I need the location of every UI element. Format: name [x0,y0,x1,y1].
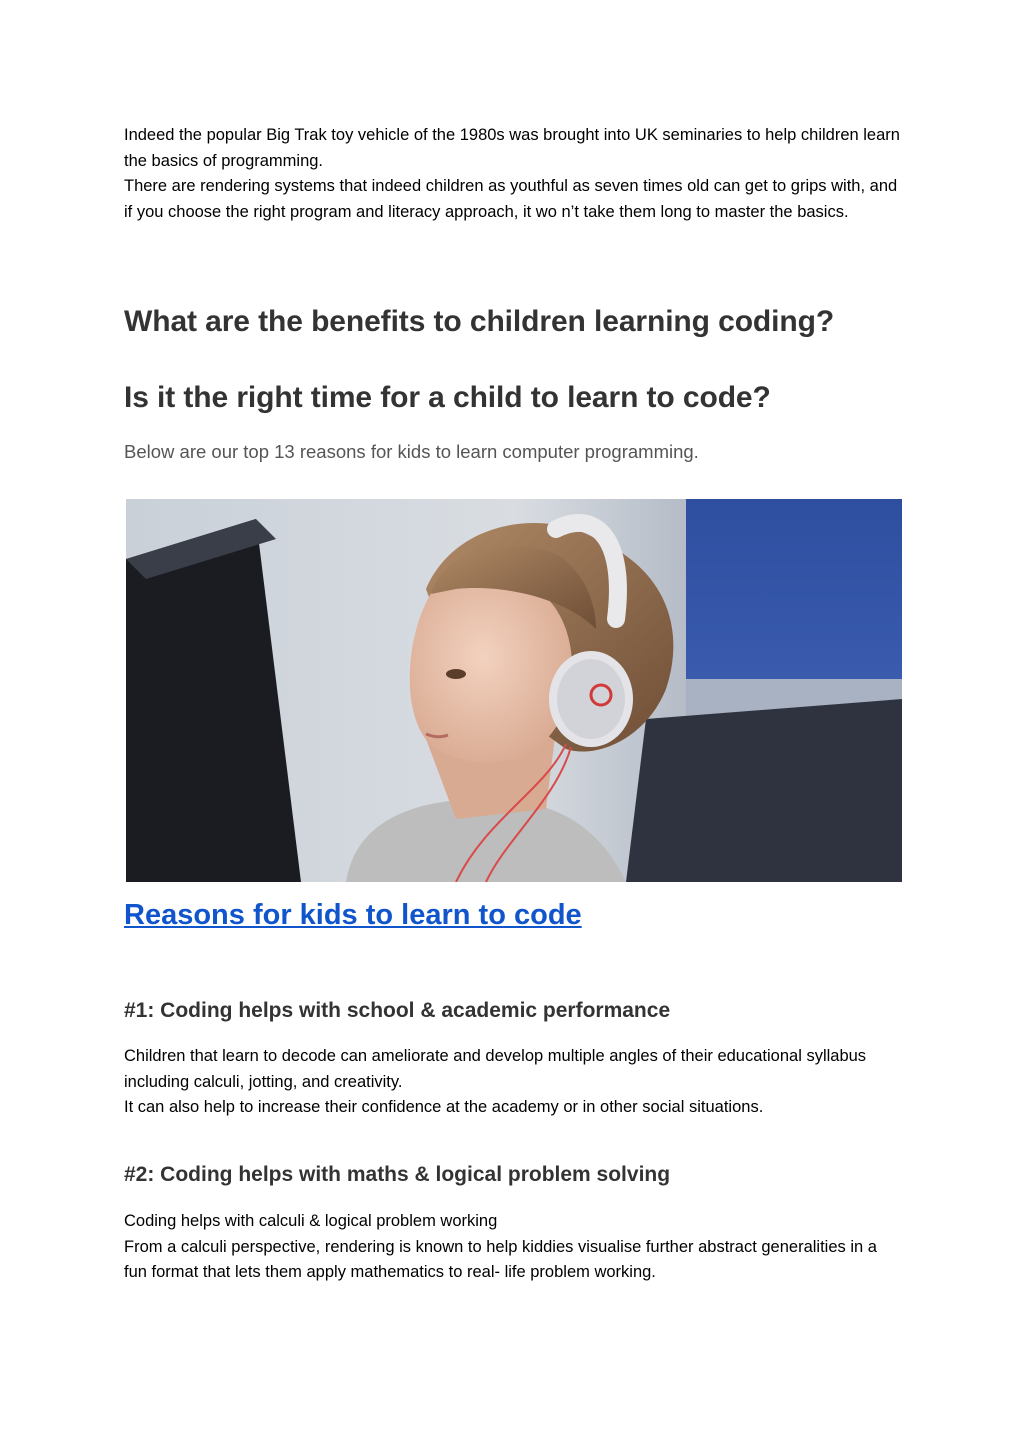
reason-1-body [124,1044,904,1121]
reasons-link[interactable]: Reasons for kids to learn to code [124,899,582,931]
reason-2-paragraph-1: Coding helps with calculi & logical problem working [124,1212,498,1230]
reason-2-title: #2: Coding helps with maths & logical problem solving [124,1163,671,1186]
right-time-heading: Is it the right time for a child to learn to code? [124,381,771,414]
reason-1-paragraph-2: It can also help to increase their confidence at the academy or in other social situations. [124,1098,764,1116]
reasons-heading [124,899,582,932]
reason-1-title: #1: Coding helps with school & academic performance [124,999,671,1022]
intro-paragraph-1: Indeed the popular Big Trak toy vehicle of the 1980s was brought into UK seminaries to help children learn the basics of programming. [124,126,900,170]
intro-paragraph-2: There are rendering systems that indeed children as youthful as seven times old can get to grips with, and if you choose the right program and literacy approach, it wo n’t take them long to master the basics. [124,177,898,221]
reason-2-paragraph-2: From a calculi perspective, rendering is known to help kiddies visualise further abstract generalities in a fun format that lets them apply mathematics to real- life problem working. [124,1237,877,1281]
reason-1-paragraph-1: Children that learn to decode can ameliorate and develop multiple angles of their educational syllabus including calculi, jotting, and creativity. [124,1047,867,1091]
reason-2-body [124,1209,904,1286]
lead-text: Below are our top 13 reasons for kids to learn computer programming. [124,441,699,462]
intro-text [124,123,904,225]
girl-with-headphones-photo [126,499,902,882]
benefits-heading: What are the benefits to children learning coding? [124,305,835,338]
